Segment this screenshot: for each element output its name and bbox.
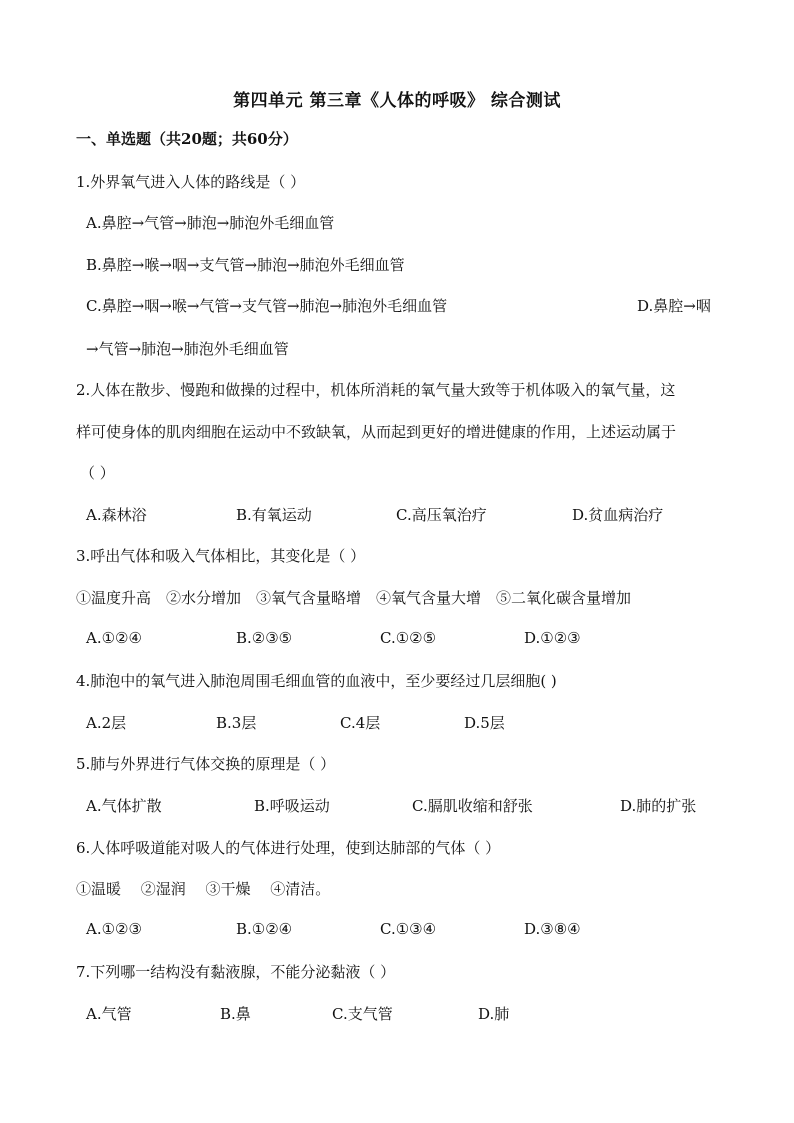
- question-2-option-a: A.森林浴: [86, 506, 147, 524]
- question-4-option-b: B.3层: [216, 714, 257, 732]
- question-3-items: ①温度升高 ②水分增加 ③氧气含量略增 ④氧气含量大增 ⑤二氧化碳含量增加: [76, 589, 632, 607]
- question-2-option-b: B.有氧运动: [236, 506, 312, 524]
- question-3-option-c: C.①②⑤: [380, 629, 437, 647]
- question-4-option-c: C.4层: [340, 714, 381, 732]
- question-3-option-a: A.①②④: [86, 629, 142, 647]
- question-5-option-b: B.呼吸运动: [254, 797, 330, 815]
- question-4-stem: 4.肺泡中的氧气进入肺泡周围毛细血管的血液中，至少要经过几层细胞( ): [76, 672, 557, 690]
- question-6-items: ①温暖 ②湿润 ③干燥 ④清洁。: [76, 880, 331, 898]
- question-4-option-a: A.2层: [86, 714, 127, 732]
- question-5-option-c: C.膈肌收缩和舒张: [412, 797, 533, 815]
- question-6-option-b: B.①②④: [236, 920, 293, 938]
- question-7-option-c: C.支气管: [332, 1005, 393, 1023]
- question-1-stem: 1.外界氧气进入人体的路线是（ ）: [76, 173, 306, 191]
- question-3-stem: 3.呼出气体和吸入气体相比，其变化是（ ）: [76, 547, 366, 565]
- question-3-option-b: B.②③⑤: [236, 629, 293, 647]
- question-4-option-d: D.5层: [464, 714, 505, 732]
- question-5-option-a: A.气体扩散: [86, 797, 162, 815]
- question-6-option-c: C.①③④: [380, 920, 437, 938]
- question-2-option-d: D.贫血病治疗: [572, 506, 664, 524]
- question-7-stem: 7.下列哪一结构没有黏液腺，不能分泌黏液（ ）: [76, 963, 396, 981]
- question-7-option-a: A.气管: [86, 1005, 132, 1023]
- question-7-option-d: D.肺: [478, 1005, 510, 1023]
- question-5-option-d: D.肺的扩张: [620, 797, 697, 815]
- question-6-option-d: D.③⑧④: [524, 920, 581, 938]
- question-2-option-c: C.高压氧治疗: [396, 506, 487, 524]
- question-2-stem-line-1: 2.人体在散步、慢跑和做操的过程中，机体所消耗的氧气量大致等于机体吸入的氧气量，这: [76, 381, 676, 399]
- question-2-stem-line-3: （ ）: [80, 464, 115, 482]
- question-1-option-a: A.鼻腔→气管→肺泡→肺泡外毛细血管: [86, 214, 335, 232]
- page-title: 第四单元 第三章《人体的呼吸》 综合测试: [233, 91, 561, 111]
- question-1-option-c: C.鼻腔→咽→喉→气管→支气管→肺泡→肺泡外毛细血管: [86, 297, 448, 315]
- question-5-stem: 5.肺与外界进行气体交换的原理是（ ）: [76, 755, 336, 773]
- question-1-option-d-continued: →气管→肺泡→肺泡外毛细血管: [86, 340, 289, 358]
- question-6-option-a: A.①②③: [86, 920, 142, 938]
- question-6-stem: 6.人体呼吸道能对吸人的气体进行处理，使到达肺部的气体（ ）: [76, 839, 501, 857]
- section-heading: 一、单选题（共20题；共60分）: [76, 130, 298, 148]
- question-7-option-b: B.鼻: [220, 1005, 251, 1023]
- question-2-stem-line-2: 样可使身体的肌肉细胞在运动中不致缺氧，从而起到更好的增进健康的作用，上述运动属于: [76, 423, 677, 441]
- question-3-option-d: D.①②③: [524, 629, 581, 647]
- question-1-option-b: B.鼻腔→喉→咽→支气管→肺泡→肺泡外毛细血管: [86, 256, 405, 274]
- question-1-option-d: D.鼻腔→咽: [637, 297, 711, 315]
